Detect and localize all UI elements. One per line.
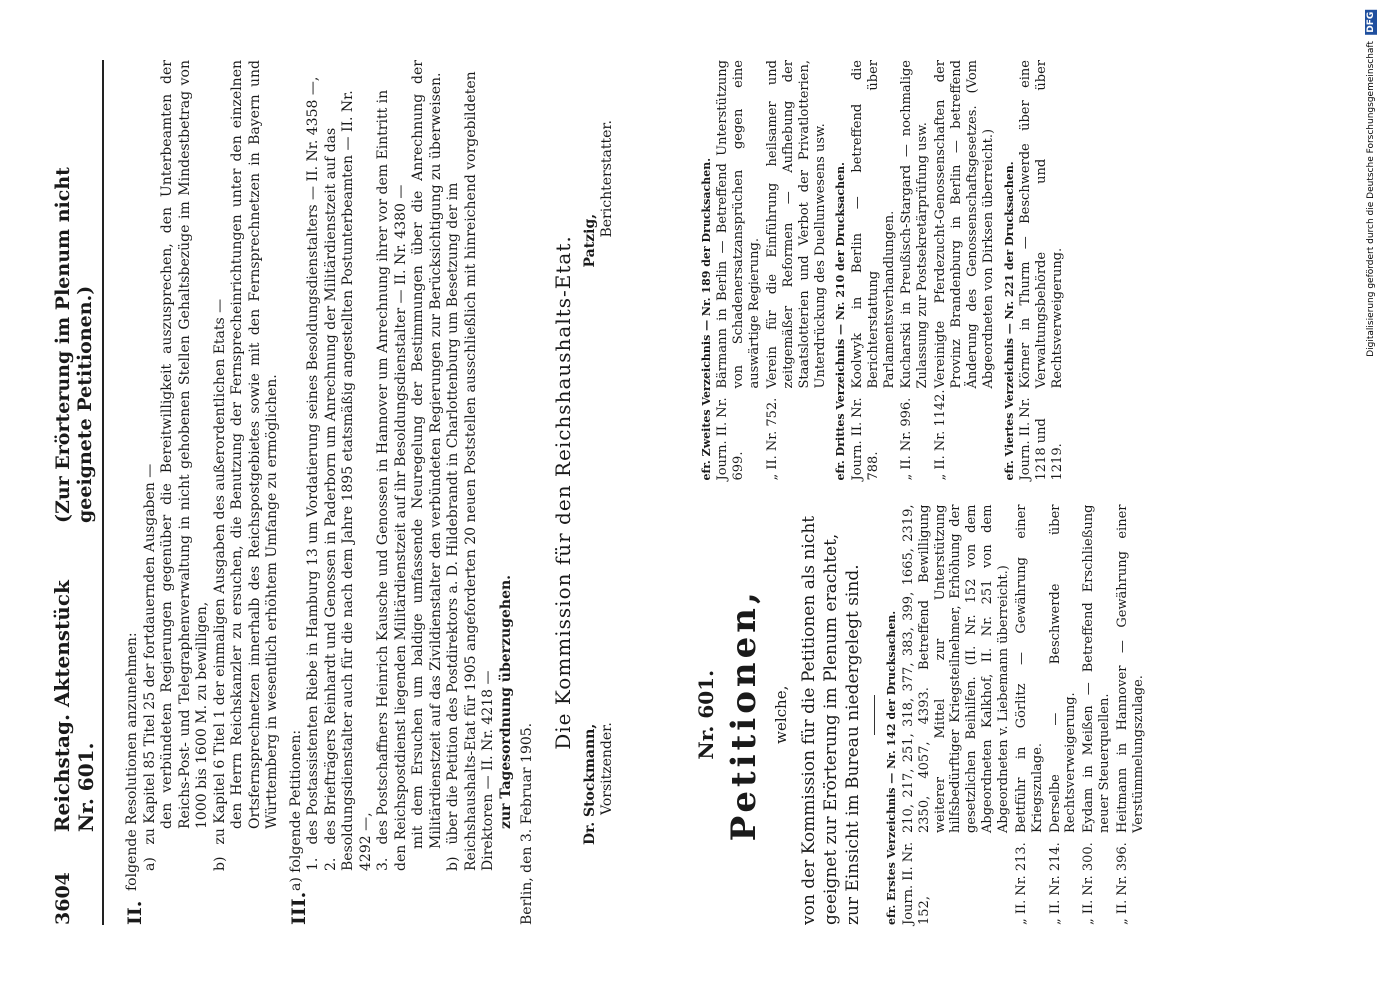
- section-iii: [288, 60, 516, 925]
- entry-ref: Journ. II. Nr. 699.: [715, 397, 747, 481]
- petitions-heading: Petitionen,: [724, 588, 765, 842]
- petitions-intro: von der Kommission für die Petitionen als nicht geeignet zur Erörterung im Plenum erachtet, zur Einsicht im Bureau niedergelegt sind.: [799, 515, 864, 925]
- resolution-a-label: a): [141, 857, 158, 871]
- petitions-column-right: [694, 60, 1149, 481]
- entry-ref: Journ. II. Nr. 1218 und 1219.: [1017, 397, 1065, 481]
- entry-text: Kucharski in Preußisch-Stargard — nochmalige Zulassung zur Postsekretärprüfung usw.: [899, 60, 931, 389]
- list-entry: [1018, 60, 1066, 481]
- section-ii-mark: II.: [124, 900, 146, 925]
- entry-ref: Journ. II. Nr. 788.: [849, 397, 881, 481]
- resolution-a-line: zu Kapitel 85 Titel 25 der fortdauernden Ausgaben —: [141, 463, 158, 845]
- list-entry: [901, 505, 1012, 926]
- list-title: efr. Erstes Verzeichnis — Nr. 142 der Drucksachen.: [885, 610, 899, 925]
- entry-text: Koolwyk in Berlin — betreffend die Berichterstattung über Parlamentsverhandlungen.: [849, 60, 897, 389]
- resolution-a-body: den verbündeten Regierungen gegenüber die Bereitwilligkeit auszusprechen, den Unterbeamten der Reichs-Post- und Telegraphenverwaltung in nicht gehobenen Stellen Gehaltsbezüge im Mindestbetrag von 1000 bis 1600 M. zu bewilligen,: [159, 60, 210, 829]
- list-entry: [1081, 505, 1113, 926]
- resolution-b-label: b): [211, 856, 228, 871]
- entry-ref: „ II. Nr. 752.: [764, 397, 780, 481]
- entry-text: Eydam in Meißen — Betreffend Erschließung neuer Steuerquellen.: [1081, 504, 1113, 833]
- entry-text: Derselbe — Beschwerde über Rechtsverweigerung.: [1047, 504, 1079, 833]
- commission-name: Die Kommission für den Reichshaushalts-Etat.: [550, 235, 575, 750]
- petition-item-number: 2.: [322, 857, 339, 871]
- entry-text: Körner in Thurm — Beschwerde über eine Verwaltungsbehörde und über Rechtsverweigerung.: [1017, 60, 1065, 389]
- entry-ref: Journ. II. Nr. 152,: [900, 841, 932, 925]
- petitions-a-label: a): [287, 877, 304, 891]
- list-title: efr. Drittes Verzeichnis — Nr. 210 der Drucksachen.: [834, 162, 848, 481]
- resolutions-block: [118, 60, 678, 925]
- petitions-welche: welche,: [771, 685, 790, 744]
- petition-b: [445, 60, 515, 871]
- list-entry: [1048, 505, 1080, 926]
- list-title: efr. Viertes Verzeichnis — Nr. 221 der Drucksachen.: [1002, 161, 1016, 481]
- entry-text: Bärmann in Berlin — Betreffend Unterstützung von Schadenersatzansprüchen gegen eine auswärtige Regierung.: [715, 60, 763, 389]
- list-title: efr. Zweites Verzeichnis — Nr. 189 der Drucksachen.: [700, 157, 713, 481]
- resolution-b-body: den Herrn Reichskanzler zu ersuchen, die Benutzung der Fernsprecheinrichtungen unter den einzelnen Ortsfernsprechnetzen innerhalb des Reichspostgebietes sowie mit den Fernsprechnetzen in Bayern und Württemberg in wesentlich erhöhtem Umfange zu ermöglichen.: [229, 60, 280, 829]
- entry-ref: „ II. Nr. 300.: [1081, 842, 1097, 925]
- list-entry: [899, 60, 931, 481]
- petition-item-text: des Postassistenten Riebe in Hamburg 13 um Vordatierung seines Besoldungsdienstalters — II. Nr. 4358 —,: [305, 76, 321, 845]
- entry-ref: „ II. Nr. 396.: [1115, 842, 1131, 925]
- chairman-name: Dr. Stockmann,: [581, 723, 598, 845]
- petition-item-text: des Postschaffners Heinrich Kausche und Genossen in Hannover um Anrechnung ihrer vor dem Eintritt in den Reichspostdienst liegenden Militärdienstzeit auf ihr Besoldungsdienstalter — II. Nr. 4380 —: [375, 89, 409, 871]
- page-number: 3604: [52, 872, 74, 925]
- document-subtitle: (Zur Erörterung im Plenum nicht geeignete Petitionen.): [52, 167, 96, 524]
- rapporteur-role: Berichterstatter.: [599, 120, 615, 238]
- resolution-b: [212, 60, 282, 871]
- dfg-credit: [1365, 10, 1377, 357]
- petition-item-number: 1.: [305, 857, 321, 871]
- petition-b-text: über die Petition des Postdirektors a. D. Hildebrandt in Charlottenburg um Besetzung der im Reichshaushalts-Etat für 1905 angeforderten 20 neuen Poststellen ausschließlich mit hinreichend vorgebildeten Direktoren — II. Nr. 4218 —: [445, 71, 496, 871]
- entry-text: 210, 217, 251, 318, 377, 383, 399, 1665, 2319, 2350, 4057, 4393. Betreffend Bewilligung weiterer Mittel zur Unterstützung hilfsbedürftiger Kriegsteilnehmer, Erhöhung der gesetzlichen Beihilfen. (II. Nr. 152 von dem Abgeordneten Kalkhof, II. Nr. 251 von dem Abgeordneten v. Liebemann überreicht.): [900, 504, 1011, 833]
- list-entry: [933, 60, 996, 481]
- entry-text: Vereinigte Pferdezucht-Genossenschaften der Provinz Brandenburg in Berlin — betreffend Änderung des Genossenschaftsgesetzes. (Vom Abgeordneten von Dirksen überreicht.): [933, 60, 996, 389]
- rapporteur-name: Patzig,: [581, 213, 598, 268]
- entry-ref: „ II. Nr. 213.: [1013, 842, 1029, 925]
- section-ii: [124, 60, 282, 925]
- list-entry: [1014, 505, 1046, 926]
- divider: [874, 695, 875, 735]
- list-entry: [715, 60, 763, 481]
- petition-item-number: 3.: [375, 857, 391, 871]
- section-ii-lead: folgende Resolutionen anzunehmen:: [124, 632, 140, 891]
- petitions-a-lead: folgende Petitionen:: [287, 729, 304, 873]
- list-entry: [850, 60, 898, 481]
- petitions-lists: [694, 60, 1149, 925]
- document-title: Reichstag. Aktenstück Nr. 601.: [50, 580, 98, 833]
- petitions-column-left: [694, 505, 1149, 926]
- entry-ref: „ II. Nr. 1142.: [933, 389, 949, 481]
- petition-item-3: [375, 60, 410, 871]
- petitions-number: Nr. 601.: [694, 669, 718, 760]
- date-line: Berlin, den 3. Februar 1905.: [519, 722, 535, 925]
- section-iii-mark: III.: [287, 891, 310, 925]
- petition-b-tail: zur Tagesordnung überzugehen.: [497, 574, 514, 829]
- chairman-role: Vorsitzender.: [599, 722, 615, 815]
- signature-block: [582, 60, 617, 925]
- petition-item-2: [323, 60, 376, 871]
- petition-item-1: [305, 60, 323, 871]
- petition-b-label: b): [445, 856, 461, 871]
- dfg-logo: DFG: [1366, 12, 1376, 34]
- resolution-a: [142, 60, 212, 871]
- resolution-b-line: zu Kapitel 6 Titel 1 der einmaligen Ausgaben des außerordentlichen Etats —: [211, 298, 228, 845]
- entry-text: Bettführ in Görlitz — Gewährung einer Kriegszulage.: [1013, 504, 1045, 833]
- dfg-credit-text: Digitalisierung gefördert durch die Deutsche Forschungsgemeinschaft: [1366, 41, 1376, 357]
- entry-text: Heitmann in Hannover — Gewährung einer Verstümmelungszulage.: [1115, 504, 1146, 833]
- entry-text: Verein für die Einführung heilsamer und zeitgemäßer Reformen — Aufhebung der Staatslotterien und Verbot der Privatlotterien, Unterdrückung des Duellunwesens usw.: [764, 60, 828, 389]
- page-header: [50, 60, 104, 925]
- entry-ref: „ II. Nr. 214.: [1047, 842, 1063, 925]
- list-entry: [765, 60, 828, 481]
- entry-ref: „ II. Nr. 996.: [899, 397, 915, 481]
- list-entry: [1115, 505, 1147, 926]
- petitions-request: mit dem Ersuchen um baldige umfassende Neuregelung der Bestimmungen über die Anrechnung der Militärdienstzeit auf das Zivildienstalter den verbündeten Regierungen zur Berücksichtigung zu überweisen.: [410, 60, 444, 849]
- petition-item-text: des Briefträgers Reinhardt und Genossen in Paderborn um Anrechnung der Militärdienstzeit auf das Besoldungsdienstalter auch für die nach dem Jahre 1895 etatsmäßig angestellten Postunterbeamten — II. Nr. 4292 —,: [322, 90, 374, 871]
